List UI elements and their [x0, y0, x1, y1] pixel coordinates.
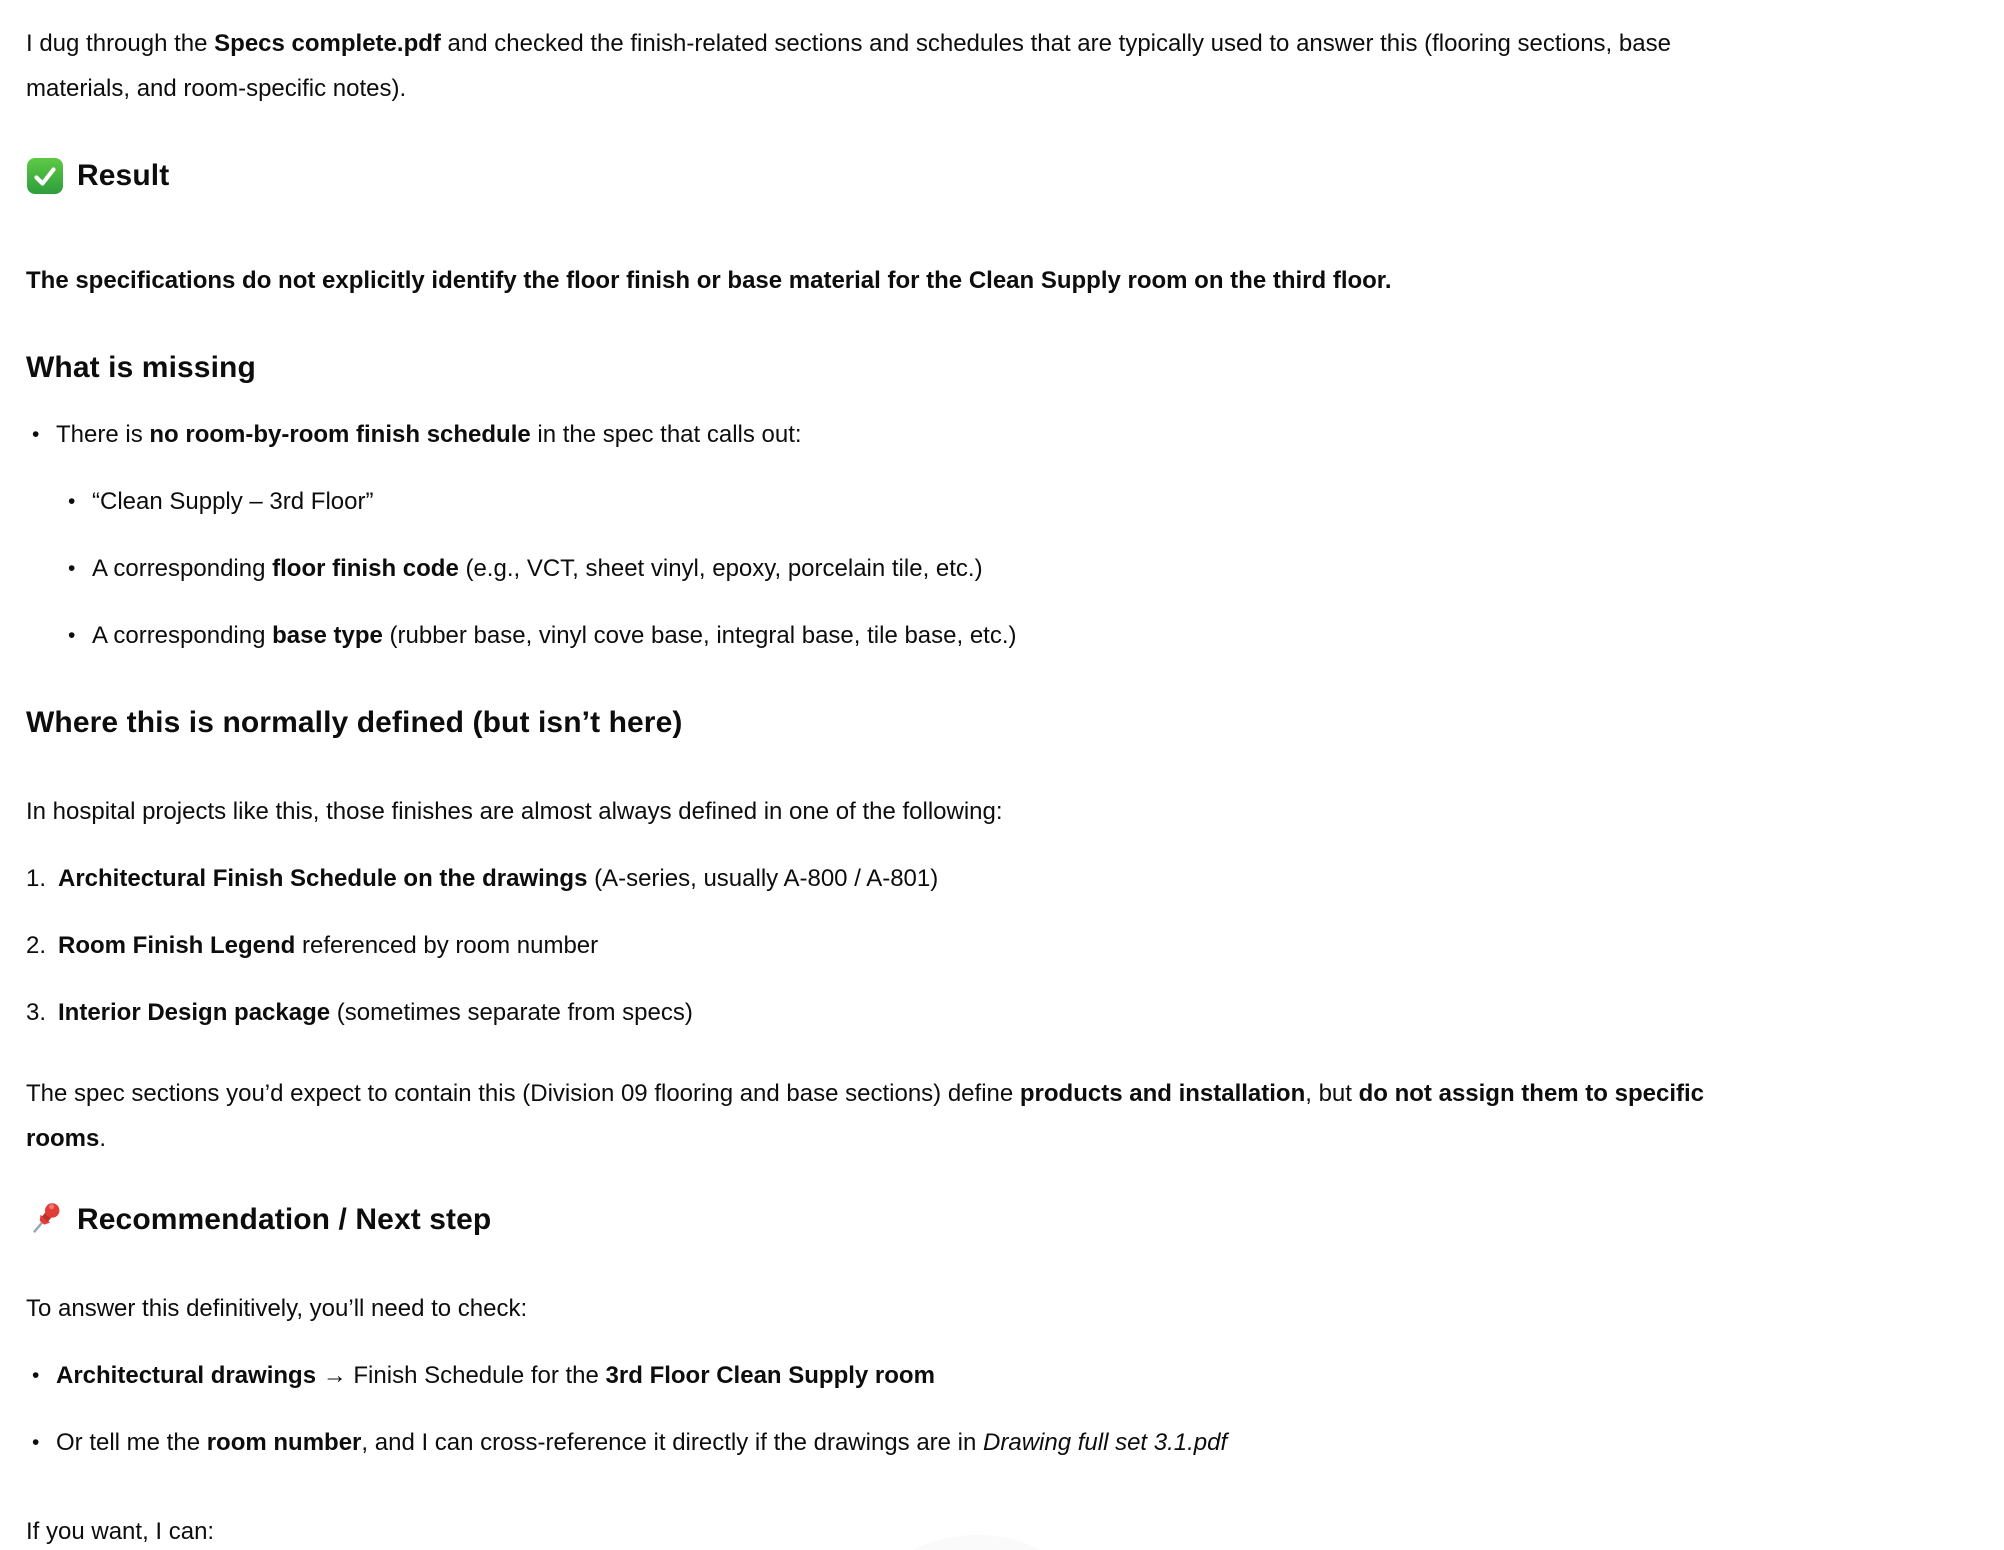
- result-heading-label: Result: [77, 159, 170, 192]
- next-steps-item: • Or tell me the room number, and I can cross-reference it directly if the drawings are in Drawing full set 3.1.pdf: [56, 1420, 1974, 1465]
- where-defined-heading-label: Where this is normally defined (but isn’t here): [26, 706, 683, 739]
- list-number: 3.: [26, 999, 47, 1026]
- defined-locations-item: [26, 990, 1974, 1035]
- next-steps-list: [56, 1353, 1974, 1465]
- pushpin-emoji: [26, 1199, 64, 1241]
- missing-list-lead-text: • There is no room-by-room finish schedule in the spec that calls out:: [56, 421, 802, 448]
- statement-paragraph: The specifications do not explicitly identify the floor finish or base material for the Clean Supply room on the third floor.: [26, 267, 1392, 294]
- list-number: 1.: [26, 865, 47, 892]
- what-is-missing-heading-label: What is missing: [26, 351, 256, 384]
- missing-sublist-item: • A corresponding base type (rubber base, vinyl cove base, integral base, tile base, etc.): [92, 613, 1974, 658]
- defined-locations-list: [26, 856, 1974, 1035]
- list-number: 2.: [26, 932, 47, 959]
- defined-locations-item: [26, 856, 1974, 901]
- recommendation-heading: [26, 1197, 1974, 1242]
- defined-locations-item-text: Interior Design package (sometimes separate from specs): [58, 999, 693, 1026]
- check-mark-emoji: [26, 157, 64, 195]
- result-heading: [26, 153, 1974, 198]
- missing-list: [56, 412, 1974, 658]
- missing-list-item: [56, 412, 1974, 658]
- missing-sublist: [92, 479, 1974, 658]
- missing-sublist-item: • A corresponding floor finish code (e.g., VCT, sheet vinyl, epoxy, porcelain tile, etc.): [92, 546, 1974, 591]
- next-steps-item: • Architectural drawings → Finish Schedule for the 3rd Floor Clean Supply room: [56, 1353, 1974, 1398]
- intro-paragraph: I dug through the Specs complete.pdf and checked the finish-related sections and schedules that are typically used to answer this (flooring sections, base materials, and room-specific notes).: [26, 30, 1671, 102]
- check-intro-paragraph: To answer this definitively, you’ll need to check:: [26, 1295, 528, 1322]
- what-is-missing-heading: [26, 345, 1974, 390]
- offer-paragraph: If you want, I can:: [26, 1518, 215, 1545]
- defined-locations-item-text: Room Finish Legend referenced by room number: [58, 932, 599, 959]
- where-defined-heading: [26, 700, 1974, 745]
- hospital-paragraph: In hospital projects like this, those finishes are almost always defined in one of the following:: [26, 798, 1003, 825]
- defined-locations-item: [26, 923, 1974, 968]
- spec-sections-paragraph: The spec sections you’d expect to contain this (Division 09 flooring and base sections) define products and installation, but do not assign them to specific rooms.: [26, 1080, 1704, 1152]
- missing-sublist-item: • “Clean Supply – 3rd Floor”: [92, 479, 1974, 524]
- recommendation-heading-label: Recommendation / Next step: [77, 1203, 492, 1236]
- defined-locations-item-text: Architectural Finish Schedule on the drawings (A-series, usually A-800 / A-801): [58, 865, 939, 892]
